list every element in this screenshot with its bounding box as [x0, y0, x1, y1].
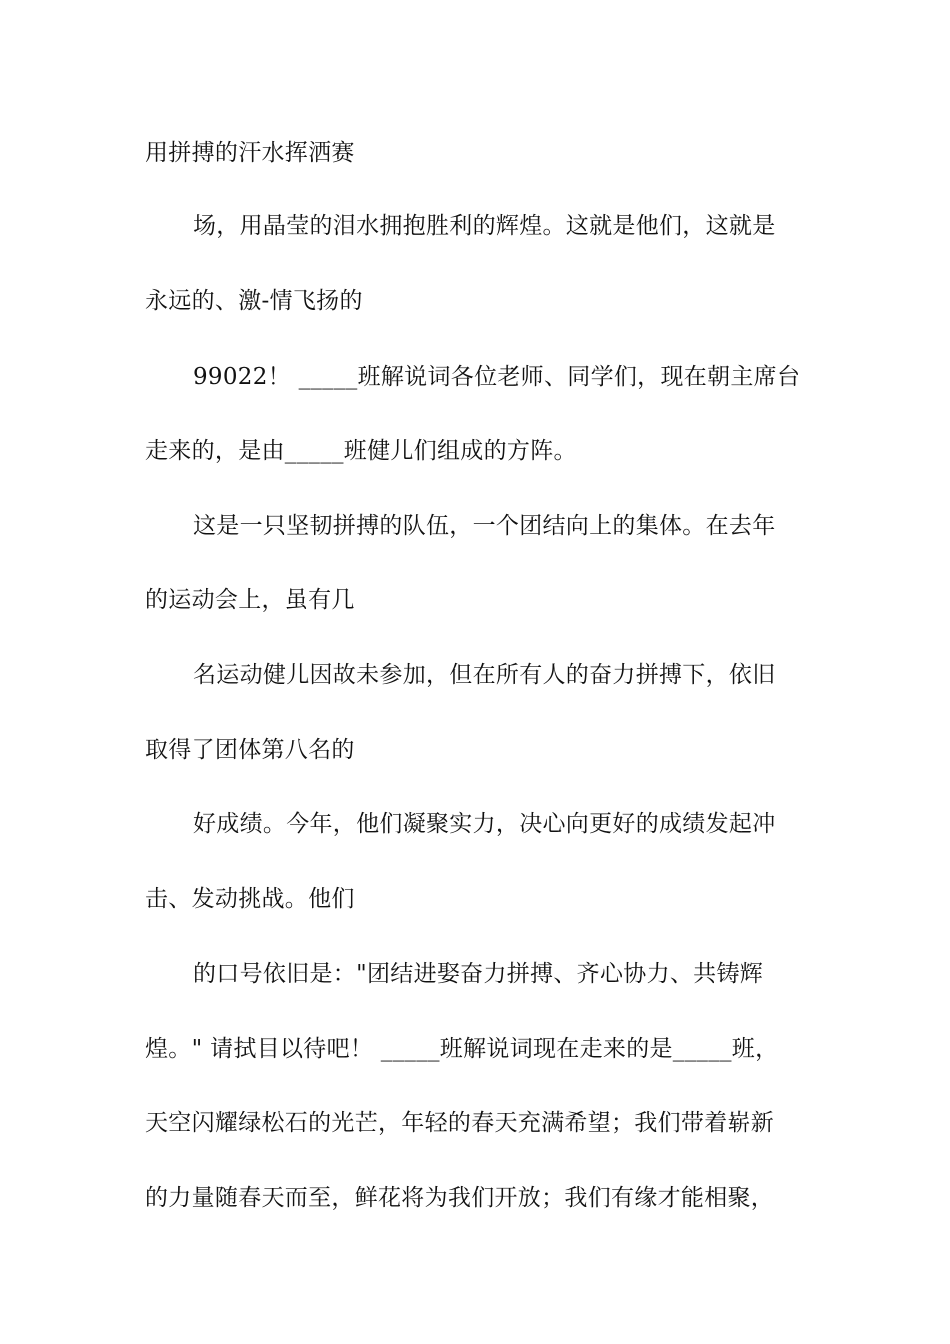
text-line-13: 煌。" 请拭目以待吧！ _____班解说词现在走来的是_____班， — [145, 1036, 779, 1062]
text-line-8: 名运动健儿因故未参加，但在所有人的奋力拼搏下，依旧 — [193, 662, 776, 688]
text-line-12: 的口号依旧是："团结进娶奋力拼搏、齐心协力、共铸辉 — [193, 961, 764, 987]
text-line-4: 99022！ _____班解说词各位老师、同学们，现在朝主席台 — [193, 364, 801, 390]
text-line-5: 走来的，是由_____班健儿们组成的方阵。 — [145, 438, 577, 464]
text-line-1: 用拼搏的汗水挥洒赛 — [145, 140, 355, 166]
text-line-10: 好成绩。今年，他们凝聚实力，决心向更好的成绩发起冲 — [193, 811, 776, 837]
text-line-6: 这是一只坚韧拼搏的队伍，一个团结向上的集体。在去年 — [193, 513, 776, 539]
text-line-11: 击、发动挑战。他们 — [145, 886, 355, 912]
text-line-9: 取得了团体第八名的 — [145, 737, 355, 763]
text-line-7: 的运动会上，虽有几 — [145, 587, 355, 613]
text-line-14: 天空闪耀绿松石的光芒，年轻的春天充满希望；我们带着崭新 — [145, 1110, 775, 1136]
text-line-2: 场，用晶莹的泪水拥抱胜利的辉煌。这就是他们，这就是 — [193, 213, 776, 239]
text-line-3: 永远的、激-情飞扬的 — [145, 288, 363, 314]
text-line-15: 的力量随春天而至，鲜花将为我们开放；我们有缘才能相聚， — [145, 1185, 775, 1211]
